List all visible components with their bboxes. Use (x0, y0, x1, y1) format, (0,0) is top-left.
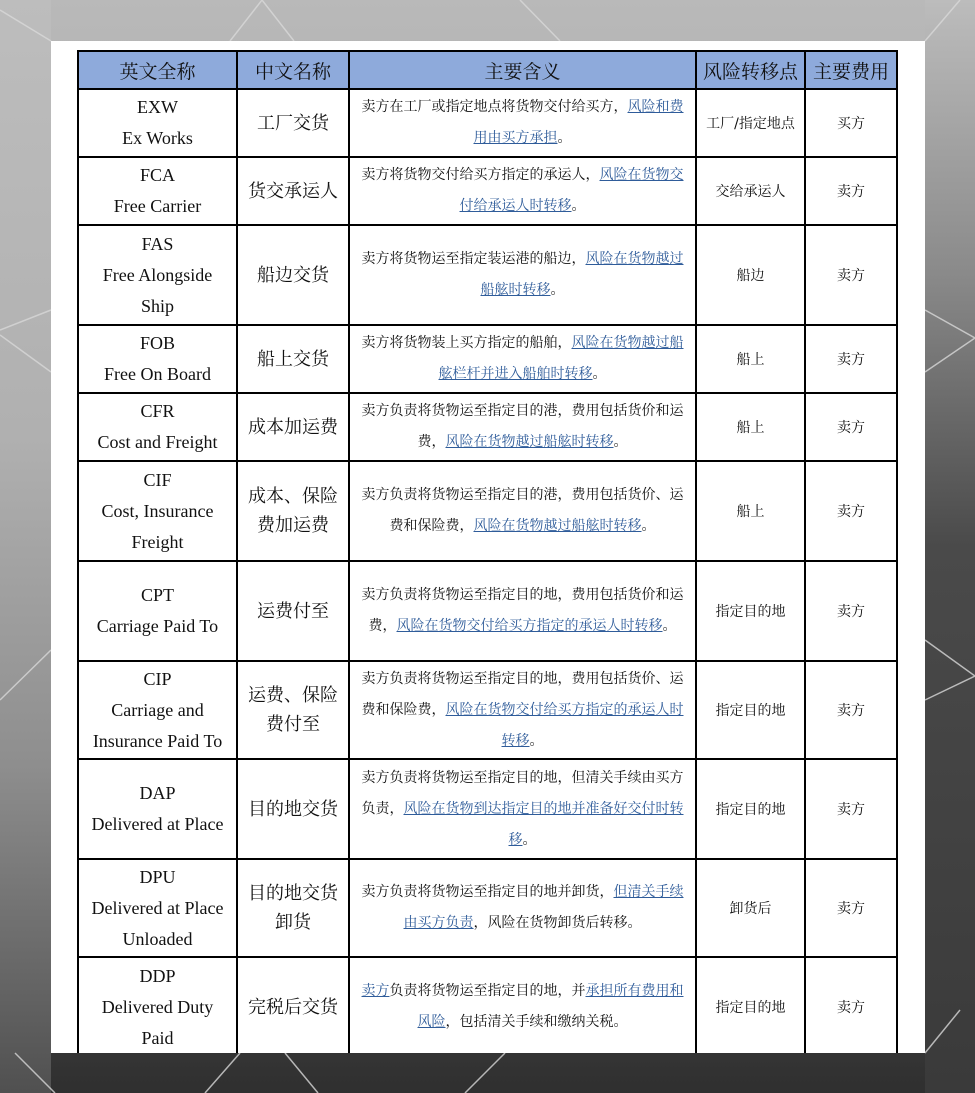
meaning-text: 负责将货物运至指定目的地，并 (389, 983, 586, 999)
main-cost-cell: 卖方 (805, 759, 897, 859)
english-name-cell (78, 461, 237, 561)
meaning-text: 。 (522, 831, 537, 848)
risk-highlight-link[interactable]: 但清关手续由买方负责 (403, 884, 684, 931)
risk-transfer-point-cell: 船边 (696, 225, 805, 325)
term-abbreviation: FAS (141, 233, 174, 254)
meaning-text: 卖方负责将货物运至指定目的地，费用包括货价、运费和保险费， (361, 670, 684, 718)
meaning-text: 卖方负责将货物运至指定目的地并卸货， (361, 884, 614, 900)
term-full-name: Delivered Duty (101, 996, 214, 1017)
risk-highlight-link[interactable]: 风险在货物交付给承运人时转移 (459, 167, 684, 214)
english-name-cell (78, 561, 237, 661)
meaning-text: 。 (592, 366, 607, 382)
chinese-name-cell: 船边交货 (237, 225, 349, 325)
main-cost-cell: 卖方 (805, 157, 897, 225)
risk-transfer-point-cell: 指定目的地 (696, 957, 805, 1053)
risk-highlight-link[interactable]: 风险和费用由买方承担 (473, 99, 684, 146)
risk-transfer-point-cell: 船上 (696, 461, 805, 561)
meaning-cell (349, 225, 696, 325)
term-abbreviation: CFR (140, 401, 175, 421)
term-full-name: Freight (131, 531, 184, 552)
risk-transfer-point-cell: 指定目的地 (696, 561, 805, 661)
risk-transfer-point-cell: 工厂/指定地点 (696, 89, 805, 157)
table-header-row (78, 51, 897, 89)
table-row (78, 957, 897, 1053)
document-card (51, 41, 925, 1053)
table-row (78, 759, 897, 859)
risk-highlight-link[interactable]: 风险在货物交付给买方指定的承运人时转移 (396, 618, 663, 634)
term-full-name: Cost and Freight (97, 432, 218, 452)
term-full-name: Delivered at Place (91, 897, 224, 918)
term-full-name: Free On Board (104, 364, 211, 384)
meaning-cell (349, 661, 696, 759)
column-header: 英文全称 (78, 51, 237, 89)
risk-transfer-point-cell: 船上 (696, 325, 805, 393)
term-abbreviation: CPT (140, 585, 174, 605)
term-full-name: Unloaded (122, 928, 193, 949)
english-name-cell (78, 89, 237, 157)
table-row (78, 225, 897, 325)
main-cost-cell: 卖方 (805, 859, 897, 957)
meaning-text: 卖方负责将货物运至指定目的港，费用包括货价、运费和保险费， (361, 487, 684, 534)
meaning-text: 。 (613, 434, 628, 450)
main-cost-cell: 卖方 (805, 461, 897, 561)
risk-highlight-link[interactable]: 承担所有费用和风险 (417, 983, 684, 1030)
table-row (78, 561, 897, 661)
chinese-name-cell: 目的地交货 (237, 759, 349, 859)
term-full-name: Paid (141, 1027, 174, 1048)
risk-highlight-link[interactable]: 风险在货物越过船舷时转移 (473, 518, 642, 534)
english-name-cell (78, 157, 237, 225)
meaning-text: 卖方将货物运至指定装运港的船边， (361, 251, 586, 267)
main-cost-cell: 买方 (805, 89, 897, 157)
meaning-text: 。 (550, 282, 565, 298)
meaning-text: 。 (557, 130, 572, 146)
meaning-text: ，包括清关手续和缴纳关税。 (445, 1014, 628, 1030)
table-row (78, 89, 897, 157)
term-abbreviation: DDP (139, 965, 176, 986)
term-full-name: Carriage and (111, 699, 204, 720)
risk-highlight-link[interactable]: 风险在货物交付给买方指定的承运人时转移 (445, 701, 684, 749)
meaning-cell (349, 759, 696, 859)
main-cost-cell: 卖方 (805, 661, 897, 759)
term-abbreviation: DAP (139, 783, 176, 803)
column-header: 风险转移点 (696, 51, 805, 89)
meaning-cell (349, 561, 696, 661)
meaning-cell (349, 461, 696, 561)
term-full-name: Ship (140, 295, 174, 316)
term-abbreviation: CIF (143, 469, 172, 490)
meaning-cell (349, 157, 696, 225)
meaning-text: 。 (529, 732, 544, 749)
term-abbreviation: FCA (139, 165, 175, 185)
meaning-text: 卖方负责将货物运至指定目的港，费用包括货价和运费， (361, 403, 684, 450)
chinese-name-cell: 成本加运费 (237, 393, 349, 461)
meaning-cell (349, 957, 696, 1053)
column-header: 主要费用 (805, 51, 897, 89)
english-name-cell (78, 393, 237, 461)
term-abbreviation: DPU (139, 866, 176, 887)
main-cost-cell: 卖方 (805, 957, 897, 1053)
meaning-text: 卖方在工厂或指定地点将货物交付给买方， (361, 99, 628, 115)
chinese-name-cell: 船上交货 (237, 325, 349, 393)
chinese-name-cell: 运费、保险费付至 (237, 661, 349, 759)
meaning-cell (349, 325, 696, 393)
meaning-text: ，风险在货物卸货后转移。 (473, 915, 642, 931)
table-row (78, 325, 897, 393)
meaning-text: 。 (662, 618, 677, 634)
term-full-name: Insurance Paid To (92, 730, 223, 751)
english-name-cell (78, 661, 237, 759)
table-row (78, 661, 897, 759)
term-abbreviation: EXW (137, 97, 178, 117)
term-abbreviation: CIP (143, 668, 172, 689)
risk-highlight-link[interactable]: 风险在货物越过船舷时转移 (445, 434, 614, 450)
incoterms-table (77, 50, 898, 1053)
english-name-cell (78, 325, 237, 393)
risk-transfer-point-cell: 船上 (696, 393, 805, 461)
risk-transfer-point-cell: 交给承运人 (696, 157, 805, 225)
chinese-name-cell: 完税后交货 (237, 957, 349, 1053)
meaning-cell (349, 859, 696, 957)
term-full-name: Delivered at Place (91, 814, 224, 834)
main-cost-cell: 卖方 (805, 561, 897, 661)
table-row (78, 393, 897, 461)
term-abbreviation: FOB (139, 333, 175, 353)
table-row (78, 859, 897, 957)
english-name-cell (78, 957, 237, 1053)
table-row (78, 157, 897, 225)
column-header: 主要含义 (349, 51, 696, 89)
risk-highlight-link[interactable]: 风险在货物越过船舷栏杆并进入船舶时转移 (438, 335, 684, 382)
risk-highlight-link[interactable]: 风险在货物越过船舷时转移 (480, 251, 684, 298)
main-cost-cell: 卖方 (805, 225, 897, 325)
term-full-name: Free Carrier (113, 196, 202, 216)
column-header: 中文名称 (237, 51, 349, 89)
risk-transfer-point-cell: 指定目的地 (696, 759, 805, 859)
meaning-cell (349, 89, 696, 157)
meaning-text: 卖方将货物装上买方指定的船舶， (361, 335, 572, 351)
term-full-name: Free Alongside (102, 264, 213, 285)
meaning-text: 。 (641, 518, 656, 534)
chinese-name-cell: 目的地交货卸货 (237, 859, 349, 957)
risk-highlight-link[interactable]: 风险在货物到达指定目的地并准备好交付时转移 (403, 800, 684, 848)
term-full-name: Ex Works (122, 128, 193, 148)
chinese-name-cell: 货交承运人 (237, 157, 349, 225)
english-name-cell (78, 225, 237, 325)
risk-highlight-link[interactable]: 卖方 (361, 983, 390, 999)
meaning-text: 卖方负责将货物运至指定目的地，费用包括货价和运费， (361, 587, 684, 634)
risk-transfer-point-cell: 指定目的地 (696, 661, 805, 759)
chinese-name-cell: 成本、保险费加运费 (237, 461, 349, 561)
english-name-cell (78, 759, 237, 859)
meaning-text: 卖方负责将货物运至指定目的地，但清关手续由买方负责， (361, 769, 684, 817)
english-name-cell (78, 859, 237, 957)
term-full-name: Carriage Paid To (96, 616, 219, 636)
main-cost-cell: 卖方 (805, 325, 897, 393)
term-full-name: Cost, Insurance (101, 500, 214, 521)
meaning-cell (349, 393, 696, 461)
risk-transfer-point-cell: 卸货后 (696, 859, 805, 957)
meaning-text: 卖方将货物交付给买方指定的承运人， (361, 167, 600, 183)
main-cost-cell: 卖方 (805, 393, 897, 461)
table-row (78, 461, 897, 561)
chinese-name-cell: 运费付至 (237, 561, 349, 661)
chinese-name-cell: 工厂交货 (237, 89, 349, 157)
meaning-text: 。 (571, 198, 586, 214)
